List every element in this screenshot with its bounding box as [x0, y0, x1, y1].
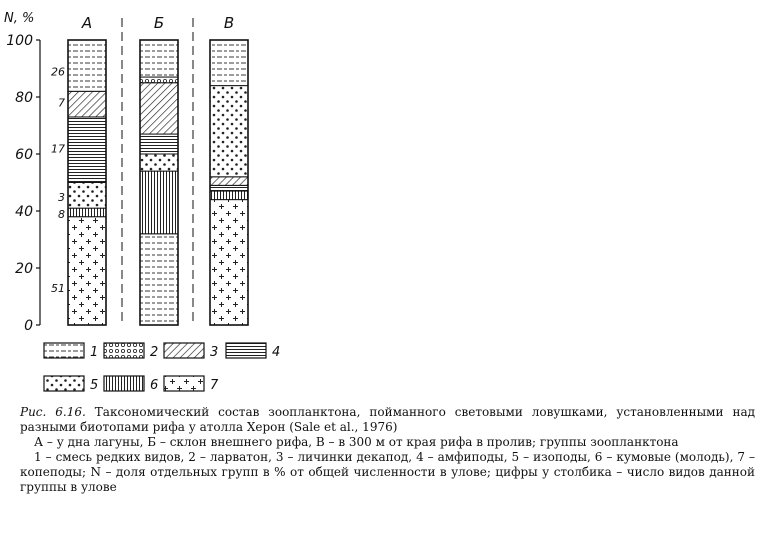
segment-group-1	[140, 234, 178, 325]
species-count-label: 3	[58, 190, 65, 204]
y-tick-label-80: 80	[15, 90, 33, 106]
caption-columns-note: А – у дна лагуны, Б – склон внешнего рифа, В – в 300 м от края рифа в пролив; группы зоопланктона	[34, 435, 679, 449]
column-1	[51, 14, 106, 325]
caption-title-paragraph	[20, 405, 755, 435]
species-count-label: 7	[58, 96, 65, 110]
column-label-1: А	[81, 14, 93, 32]
legend-swatch-3	[164, 343, 204, 358]
figure-number: Рис. 6.16.	[20, 405, 86, 419]
segment-group-6	[210, 191, 248, 200]
segment-group-1	[140, 40, 178, 77]
segment-group-4	[210, 185, 248, 191]
legend-swatch-7	[164, 376, 204, 391]
legend-item-2	[104, 343, 158, 360]
segment-group-7	[210, 200, 248, 325]
legend-label-7: 7	[210, 378, 219, 393]
segment-group-6	[140, 171, 178, 234]
segment-group-1	[68, 40, 106, 91]
legend-label-2: 2	[150, 345, 159, 360]
legend-item-4	[226, 343, 280, 360]
species-count-label: 17	[51, 142, 65, 156]
legend	[44, 343, 280, 393]
segment-group-1	[210, 40, 248, 86]
y-tick-label-60: 60	[15, 147, 33, 163]
legend-item-3	[164, 343, 218, 360]
column-3	[210, 14, 248, 325]
legend-label-3: 3	[210, 345, 219, 360]
y-tick-label-0: 0	[24, 318, 33, 334]
segment-group-3	[140, 83, 178, 134]
legend-label-4: 4	[272, 345, 281, 360]
column-2	[140, 14, 178, 325]
y-tick-label-20: 20	[15, 261, 33, 277]
segment-group-6	[68, 208, 106, 217]
segment-group-3	[210, 177, 248, 186]
segment-group-4	[140, 134, 178, 154]
species-count-label: 26	[51, 65, 65, 79]
legend-swatch-4	[226, 343, 266, 358]
caption-title: Таксономический состав зоопланктона, пойманного световыми ловушками, установленными над разными биотопами рифа у атолла Херон (Sale et al., 1976)	[20, 405, 755, 434]
legend-swatch-1	[44, 343, 84, 358]
segment-group-5	[210, 86, 248, 177]
y-tick-label-40: 40	[15, 204, 33, 220]
legend-item-6	[104, 376, 158, 393]
column-label-2: Б	[153, 14, 165, 32]
y-axis	[4, 11, 40, 334]
segment-group-7	[68, 217, 106, 325]
legend-item-5	[44, 376, 98, 393]
figure-caption	[20, 405, 755, 495]
legend-item-1	[44, 343, 98, 360]
caption-groups-note: 1 – смесь редких видов, 2 – ларватон, 3 – личинки декапод, 4 – амфиподы, 5 – изоподы, 6 – кумовые (молодь), 7 – копеподы; N – доля отдельных групп в % от общей численности в улове; цифры у столбика – число видов данной группы в улове	[20, 450, 755, 494]
segment-group-4	[68, 117, 106, 183]
y-axis-title: N, %	[4, 11, 35, 26]
legend-label-1: 1	[90, 345, 99, 360]
column-label-3: В	[223, 14, 235, 32]
legend-item-7	[164, 376, 219, 393]
segment-group-5	[140, 154, 178, 171]
legend-swatch-6	[104, 376, 144, 391]
legend-label-5: 5	[90, 378, 99, 393]
segment-group-3	[68, 91, 106, 117]
bar-columns	[51, 14, 248, 325]
legend-swatch-2	[104, 343, 144, 358]
legend-label-6: 6	[150, 378, 159, 393]
species-count-label: 8	[58, 207, 65, 221]
legend-swatch-5	[44, 376, 84, 391]
y-tick-label-100: 100	[6, 33, 33, 49]
segment-group-2	[140, 77, 178, 83]
segment-group-5	[68, 183, 106, 209]
species-count-label: 51	[51, 281, 65, 295]
